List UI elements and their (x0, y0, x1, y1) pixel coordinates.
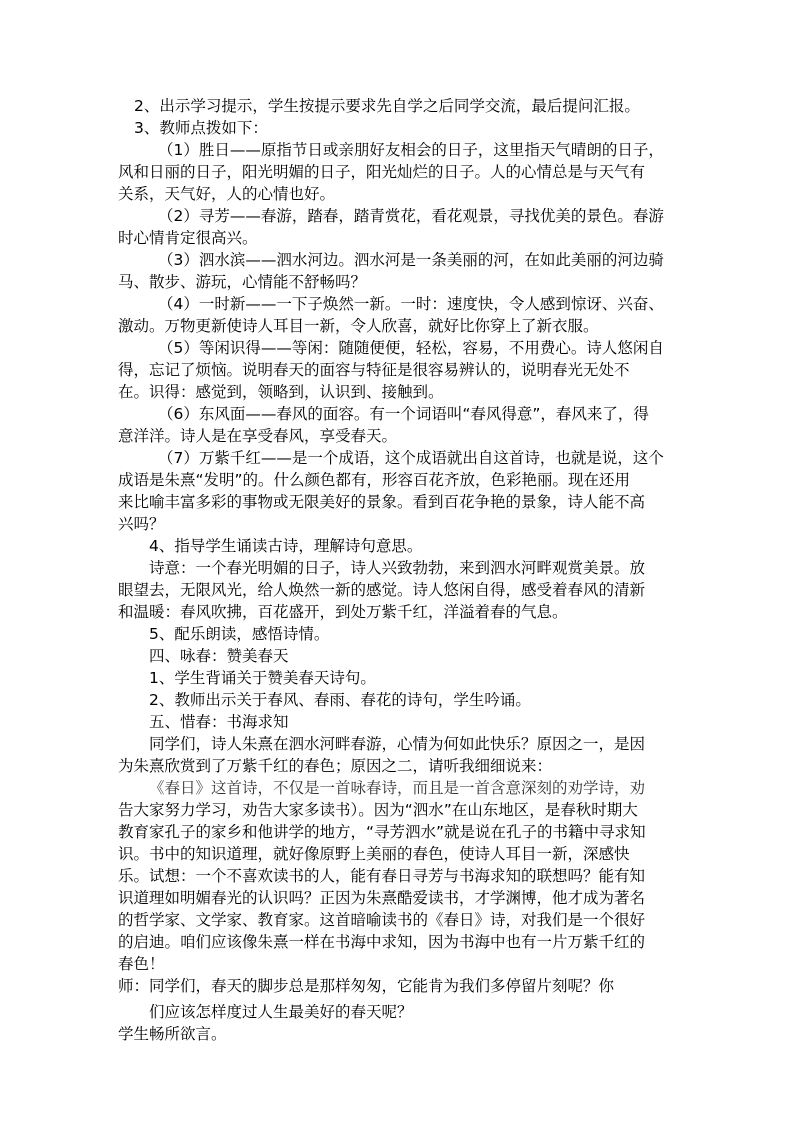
poem-meaning-line-1: 诗意：一个春光明媚的日子，诗人兴致勃勃，来到泗水河畔观赏美景。放 (149, 559, 646, 577)
note-5-line-3: 在。识得：感觉到，领略到，认识到、接触到。 (118, 383, 444, 401)
step-5-line: 5、配乐朗读，感悟诗情。 (149, 625, 330, 643)
section-4-item-1: 1、学生背诵关于赞美春天诗句。 (149, 669, 376, 687)
explanation-line-1: 《春日》这首诗，不仅是一首咏春诗，而且是一首含意深刻的劝学诗，劝 (149, 779, 646, 797)
step-3-heading: 3、教师点拨如下： (134, 119, 268, 137)
note-1-line-1: （1）胜日——原指节日或亲朋好友相会的日子，这里指天气晴朗的日子， (158, 141, 664, 159)
step-2-line: 2、出示学习提示，学生按提示要求先自学之后同学交流，最后提问汇报。 (134, 97, 640, 115)
step-4-line: 4、指导学生诵读古诗，理解诗句意思。 (149, 537, 423, 555)
explanation-line-3: 教育家孔子的家乡和他讲学的地方，“寻芳泗水”就是说在孔子的书籍中寻求知 (118, 823, 646, 841)
note-7-line-2: 成语是朱熹“发明”的。什么颜色都有，形容百花齐放，色彩艳丽。现在还用 (118, 471, 631, 489)
explanation-line-8: 的启迪。咱们应该像朱熹一样在书海中求知，因为书海中也有一片万紫千红的 (118, 933, 646, 951)
note-1-line-2: 风和日丽的日子，阳光明媚的日子，阳光灿烂的日子。人的心情总是与天气有 (118, 163, 646, 181)
explanation-line-6: 识道理如明媚春光的认识吗？正因为朱熹酷爱读书，才学渊博，他才成为著名 (118, 889, 646, 907)
note-6-line-1: （6）东风面——春风的面容。有一个词语叫“春风得意”，春风来了，得 (158, 405, 649, 423)
student-response-line (149, 1045, 709, 1067)
section-4-item-2: 2、教师出示关于春风、春雨、春花的诗句，学生吟诵。 (149, 691, 531, 709)
note-7-line-4: 兴吗？ (118, 515, 165, 533)
explanation-line-10: 师：同学们，春天的脚步总是那样匆匆，它能肯为我们多停留片刻呢？你 (118, 977, 615, 995)
note-3-line-2: 马、散步、游玩，心情能不舒畅吗？ (118, 273, 367, 291)
poem-meaning-line-3: 和温暖：春风吹拂，百花盛开，到处万紫千红，洋溢着春的气息。 (118, 603, 568, 621)
note-7-line-3: 来比喻丰富多彩的事物或无限美好的景象。看到百花争艳的景象，诗人能不高 (118, 493, 646, 511)
note-2-line-1: （2）寻芳——春游，踏春，踏青赏花，看花观景，寻找优美的景色。春游 (158, 207, 664, 225)
explanation-line-7: 的哲学家、文学家、教育家。这首暗喻读书的《春日》诗，对我们是一个很好 (118, 911, 646, 929)
teacher-line-2: 学生畅所欲言。 (118, 1025, 227, 1043)
poem-meaning-line-2: 眼望去，无限风光，给人焕然一新的感觉。诗人悠闲自得，感受着春风的清新 (118, 581, 646, 599)
note-4-line-2: 激动。万物更新使诗人耳目一新，令人欣喜，就好比你穿上了新衣服。 (118, 317, 599, 335)
explanation-line-2: 告大家努力学习，劝告大家多读书）。因为“泗水”在山东地区，是春秋时期大 (118, 801, 638, 819)
section-4-heading: 四、咏春：赞美春天 (149, 647, 289, 665)
section-5-heading: 五、惜春：书海求知 (149, 713, 289, 731)
explanation-line-5: 乐。试想：一个不喜欢读书的人，能有春日寻芳与书海求知的联想吗？能有知 (118, 867, 646, 885)
note-6-line-2: 意洋洋。诗人是在享受春风，享受春天。 (118, 427, 398, 445)
note-2-line-2: 时心情肯定很高兴。 (118, 229, 258, 247)
explanation-line-9: 春色！ (118, 955, 165, 973)
note-3-line-1: （3）泗水滨——泗水河边。泗水河是一条美丽的河，在如此美丽的河边骑 (158, 251, 664, 269)
note-4-line-1: （4）一时新——一下子焕然一新。一时：速度快，令人感到惊讶、兴奋、 (158, 295, 664, 313)
intro-line-2: 为朱熹欣赏到了万紫千红的春色；原因之二，请听我细细说来： (118, 757, 553, 775)
note-5-line-2: 得，忘记了烦恼。说明春天的面容与特征是很容易辨认的，说明春光无处不 (118, 361, 630, 379)
note-7-line-1: （7）万紫千红——是一个成语，这个成语就出自这首诗，也就是说，这个 (158, 449, 664, 467)
teacher-line-1: 们应该怎样度过人生最美好的春天呢？ (149, 1003, 413, 1021)
note-1-line-3: 关系，天气好，人的心情也好。 (118, 185, 336, 203)
explanation-line-4: 识。书中的知识道理，就好像原野上美丽的春色，使诗人耳目一新，深感快 (118, 845, 630, 863)
note-5-line-1: （5）等闲识得——等闲：随随便便，轻松，容易，不用费心。诗人悠闲自 (158, 339, 664, 357)
intro-line-1: 同学们，诗人朱熹在泗水河畔春游，心情为何如此快乐？原因之一，是因 (149, 735, 646, 753)
